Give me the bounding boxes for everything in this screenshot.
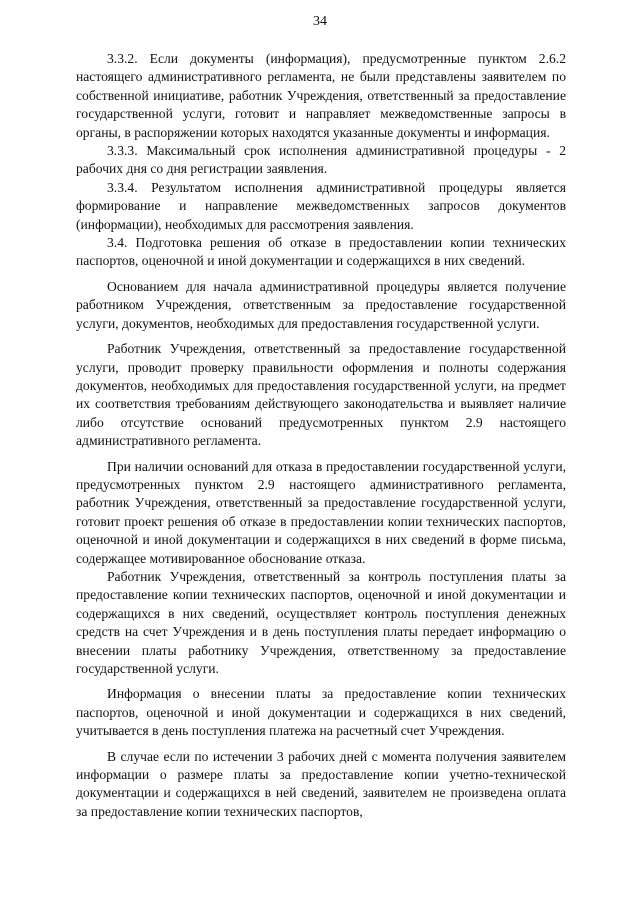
paragraph-refusal-grounds: При наличии оснований для отказа в предоставлении государственной услуги, предусмотренных пунктом 2.9 настоящего административного регламента, работник Учреждения, ответственный за предоставление государственной услуги, готовит проект решения об отказе в предоставлении копии технических паспортов, оценочной и иной документации и содержащихся в них сведений в форме письма, содержащее мотивированное обоснование отказа. [76, 458, 566, 566]
paragraph-3-3-4: 3.3.4. Результатом исполнения административной процедуры является формирование и направление межведомственных запросов документов (информации), необходимых для рассмотрения заявления. [76, 179, 566, 232]
paragraph-procedure-basis: Основанием для начала административной процедуры является получение работником Учреждения, ответственным за предоставление государственной услуги, документов, необходимых для предоставления государственной услуги. [76, 278, 566, 331]
paragraph-3-3-2: 3.3.2. Если документы (информация), предусмотренные пунктом 2.6.2 настоящего административного регламента, не были представлены заявителем по собственной инициативе, работник Учреждения, ответственный за предоставление государственной услуги, готовит и направляет межведомственные запросы в органы, в распоряжении которых находятся указанные документы и информация. [76, 51, 566, 140]
paragraph-nonpayment-case: В случае если по истечении 3 рабочих дней с момента получения заявителем информации о размере платы за предоставление копии учетно-технической документации и содержащихся в ней сведений, заявителем не произведена оплата за предоставление копии технических паспортов, [76, 748, 566, 819]
document-body [76, 50, 566, 821]
paragraph-3-3-3: 3.3.3. Максимальный срок исполнения административной процедуры - 2 рабочих дня со дня регистрации заявления. [76, 143, 566, 177]
paragraph-payment-info: Информация о внесении платы за предоставление копии технических паспортов, оценочной и иной документации и содержащихся в них сведений, учитывается в день поступления платежа на расчетный счет Учреждения. [76, 686, 566, 739]
paragraph-payment-control: Работник Учреждения, ответственный за контроль поступления платы за предоставление копии технических паспортов, оценочной и иной документации и содержащихся в них сведений, осуществляет контроль поступления денежных средств на счет Учреждения и в день поступления платы передает информацию о внесении платы работнику Учреждения, ответственному за предоставление государственной услуги. [76, 568, 566, 676]
paragraph-document-check: Работник Учреждения, ответственный за предоставление государственной услуги, проводит проверку правильности оформления и полноты содержания документов, необходимых для предоставления государственной услуги, на предмет их соответствия требованиям действующего законодательства и выявляет наличие либо отсутствие оснований предусмотренных пунктом 2.9 настоящего административного регламента. [76, 341, 566, 449]
page-number: 34 [313, 14, 327, 29]
paragraph-3-4-heading: 3.4. Подготовка решения об отказе в предоставлении копии технических паспортов, оценочной и иной документации и содержащихся в них сведений. [76, 235, 566, 269]
